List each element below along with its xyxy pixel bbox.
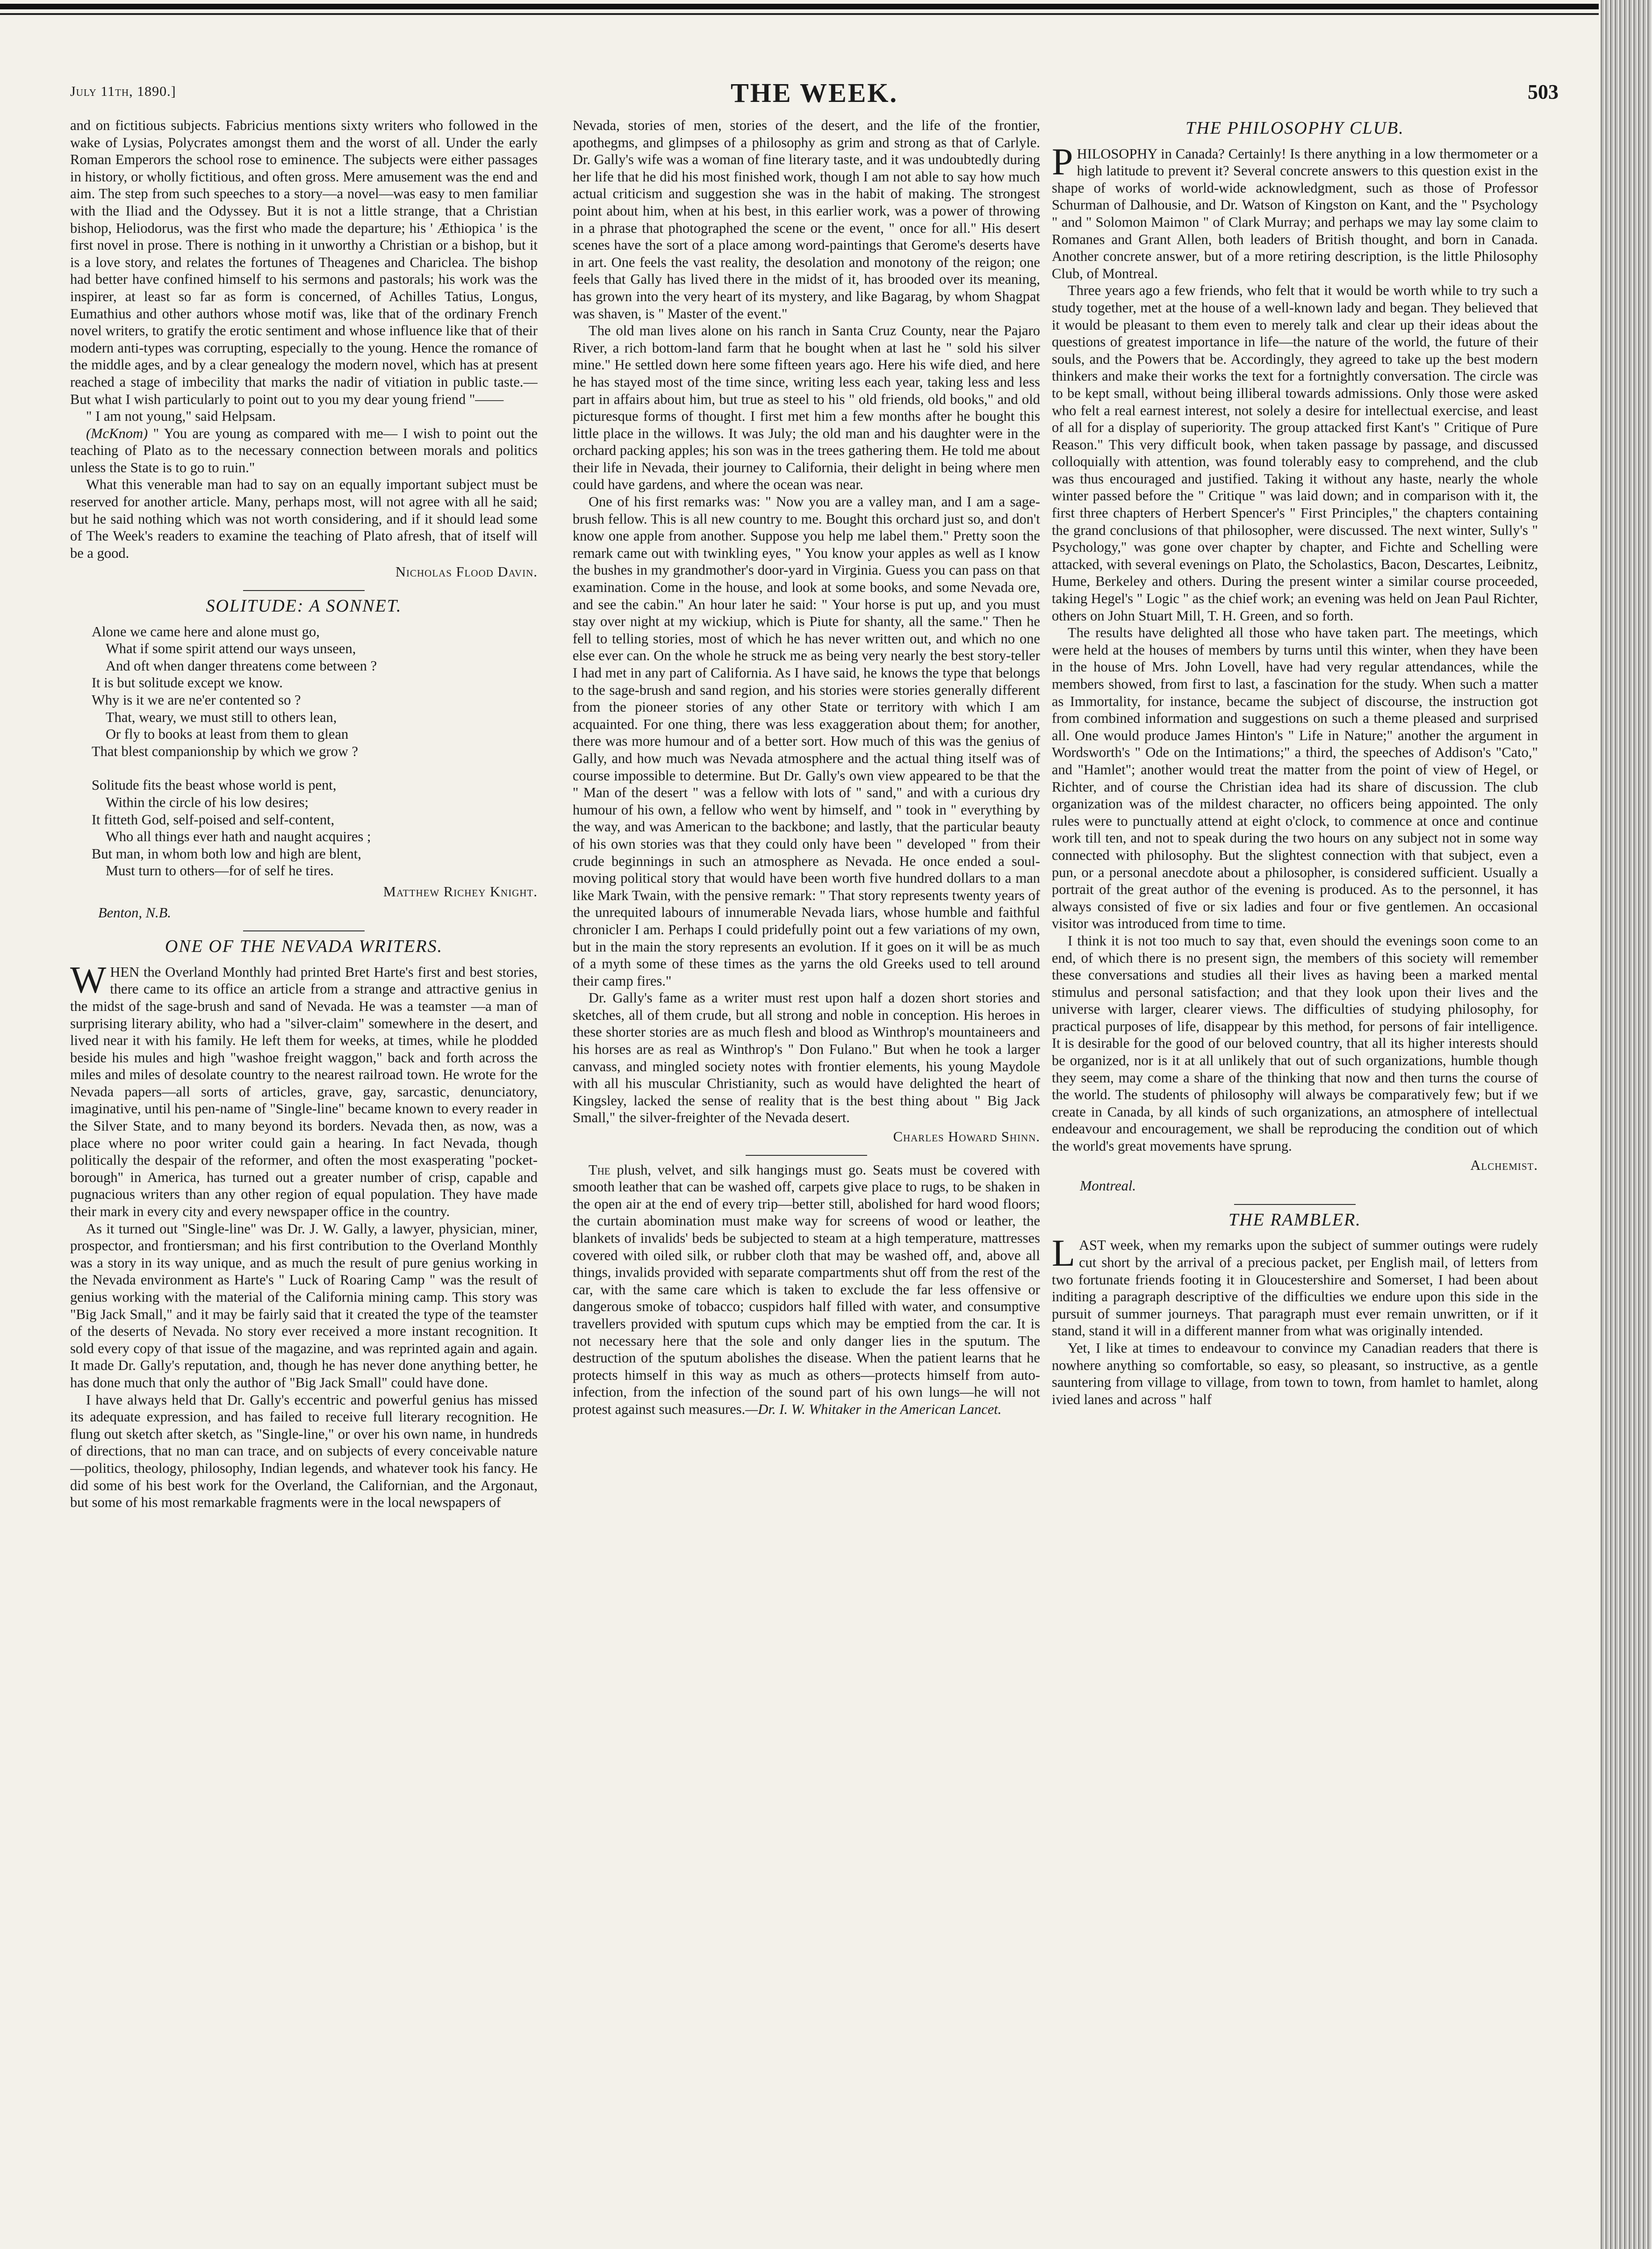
stanza-gap — [92, 760, 538, 777]
dialogue-text: " You are young as compared with me— I wish to point out the teaching of Plato as to the necessary connection between morals and politics unless the State is to go to ruin." — [70, 425, 538, 476]
top-rule-thick — [0, 4, 1599, 9]
plush-paragraph — [573, 1161, 1040, 1418]
journal-title: THE WEEK. — [731, 78, 898, 108]
sonnet-line: Solitude fits the beast whose world is pent, — [92, 777, 337, 793]
sonnet-line: And oft when danger threatens come between ? — [106, 657, 377, 674]
paragraph-text: AST week, when my remarks upon the subject of summer outings were rudely cut short by the arrival of a precious packet, per English mail, of letters from two fortunate friends footing it in Gloucestershire and Somerset, I had been about inditing a paragraph descriptive of the difficulties we endure upon this side in the pursuit of summer journeys. That paragraph must ever remain unwritten, or if it stand, stand it will in a different manner from what was originally intended. — [1052, 1237, 1538, 1339]
author-signature-davin: Nicholas Flood Davin. — [395, 564, 538, 580]
nevada-paragraph: The old man lives alone on his ranch in Santa Cruz County, near the Pajaro River, a rich bottom-land farm that he bought when at last he " sold his silver mine." He settled down here some fifteen years ago. Here his wife died, and here he has stayed most of the time since, writing less each year, taking less and less part in affairs about him, but true as steel to his " old friends, old books," and old picturesque forms of thought. I first met him a few months after he bought this little place in the willows. It was July; the old man and his daughter were in the orchard packing apples; his son was in the trees gathering them. He told me about their life in Nevada, their journey to California, their delight in being where men could have gardens, and where the ocean was near. — [573, 323, 1040, 493]
sonnet-line: That blest companionship by which we grow ? — [92, 743, 359, 759]
nevada-paragraph — [70, 958, 538, 1220]
nevada-paragraph: Nevada, stories of men, stories of the desert, and the life of the frontier, apothegms, and glimpses of a philosophy as grim and strong as that of Carlyle. Dr. Gally's wife was a woman of fine literary taste, and it was undoubtedly during her life that he did his most finished work, though I am not able to say how much actual criticism and suggestion she was in the habit of making. The strongest point about him, when at his best, in this earlier work, was a power of throwing in a phrase that photographed the scene or the event, " once for all." His desert scenes have the sort of a place among word-paintings that Gerome's deserts have in art. One feels the vast reality, the desolation and monotony of the reigon; one feels that Gally has lived there in the midst of it, has brooded over its meaning, has grown into the very heart of its mystery, and like Bagarag, by whom Shagpat was shaven, is " Master of the event." — [573, 117, 1040, 322]
author-signature-alchemist: Alchemist. — [1470, 1157, 1538, 1173]
paragraph-text: HEN the Overland Monthly had printed Bret Harte's first and best stories, there came to its office an article from a strange and attractive genius in the midst of the sage-brush and sand of Nevada. He was a teamster —a man of surprising literary ability, who had a "silver-claim" somewhere in the desert, and lived near it with his family. He left them for weeks, at times, while he plodded beside his mules and high "washoe freight waggon," back and forth across the miles and miles of desolate country to the nearest railroad town. He wrote for the Nevada papers—all sorts of articles, grave, gay, sarcastic, denunciatory, imaginative, until his pen-name of "Single-line" became known to every reader in the Silver State, and to many beyond its borders. Nevada then, as now, was a place where no poor writer could gain a hearing. In fact Nevada, though politically the despair of the reformer, and often the most exasperating "pocket-borough" in America, has turned out a greater number of crisp, capable and pugnacious writers than any other region of equal population. They have made their mark in every city and every newspaper office in the country. — [70, 964, 538, 1220]
column-2 — [573, 117, 1040, 2230]
article-continuation: and on fictitious subjects. Fabricius mentions sixty writers who followed in the wake of Lysias, Polycrates amongst them and the worst of all. Under the early Roman Emperors the school rose to eminence. The subjects were either passages in history, or wholly fictitious, and often gross. Mere amusement was the end and aim. The step from such speeches to a story—a novel—was easy to men familiar with the Iliad and the Odyssey. But it is not a little strange, that a Christian bishop, Heliodorus, was the first who made the departure; his ' Æthiopica ' is the first novel in prose. There is nothing in it unworthy a Christian or a bishop, but it is a love story, and relates the fortunes of Theagenes and Chariclea. The bishop had better have confined himself to his sermons and pastorals; his work was the inspirer, at least so far as form is concerned, of Achilles Tatius, Longus, Eumathius and other authors whose motif was, like that of the ordinary French novel writers, to gratify the erotic sentiment and whose influence like that of their modern anti-types was corrupting, especially to the young. Hence the romance of the middle ages, and by a clear genealogy the modern novel, which has at present reached a stage of imbecility that marks the nadir of vitiation in public taste.— But what I wish particularly to point out to you my dear young friend "—— — [70, 117, 538, 407]
sonnet-line: Within the circle of his low desires; — [106, 794, 309, 810]
section-divider — [243, 590, 365, 591]
sonnet-line: But man, in whom both low and high are blent, — [92, 845, 361, 862]
sonnet-line: Must turn to others—for of self he tires. — [106, 863, 334, 879]
section-divider — [746, 1155, 867, 1156]
philosophy-paragraph: I think it is not too much to say that, even should the evenings soon come to an end, of which there is no present sign, the members of this society will remember these conversations and studies all their lives as having been a marked mental stimulus and personal satisfaction; and that they look upon their lives and the universe with larger, clearer views. The difficulties of studying philosophy, for practical purposes of life, disappear by this method, for persons of fair intelligence. It is desirable for the good of our beloved country, that all its higher interests should be organized, nor is it at all unlikely that out of such organizations, humble though they seem, may come a share of the thinking that now and then turns the course of the world. The students of philosophy will always be comparatively few; but if we create in Canada, by all kinds of such organizations, an atmosphere of intellectual endeavour and encouragement, we shall be reproducing the condition out of which the world's great movements have sprung. — [1052, 932, 1538, 1154]
sonnet-line: It fitteth God, self-poised and self-content, — [92, 811, 335, 828]
column-1 — [70, 117, 538, 2230]
rambler-paragraph — [1052, 1232, 1538, 1340]
sonnet-line: Who all things ever hath and naught acquires ; — [106, 829, 371, 845]
sonnet-line: What if some spirit attend our ways unseen, — [106, 641, 356, 657]
sonnet-line: Alone we came here and alone must go, — [92, 623, 320, 640]
author-place: Benton, N.B. — [98, 904, 171, 921]
citation: —Dr. I. W. Whitaker in the American Lancet. — [745, 1401, 1002, 1417]
column-3 — [1052, 117, 1538, 2230]
lead-word: The — [589, 1161, 611, 1178]
speaker-name: (McKnom) — [86, 425, 148, 441]
rambler-title: THE RAMBLER. — [1228, 1210, 1361, 1230]
issue-date: July 11th, 1890.] — [70, 84, 176, 99]
nevada-paragraph: One of his first remarks was: " Now you are a valley man, and I am a sage-brush fellow. This is all new country to me. Bought this orchard just so, and don't know one apple from another. Suppose you help me label them." Pretty soon the remark came out with twinkling eyes, " You know your apples as well as I know the bushes in my grandmother's door-yard in Virginia. Guess you can pass on that examination. Come in the house, and look at some books, and some Nevada ore, and see the cabin." An hour later he said: " Your horse is put up, and you must stay over night at my wickiup, which is Piute for shanty, all the same." Then he fell to telling stories, most of which he has never written out, and which no one else ever can. On the whole he struck me as being very nearly the best story-teller I had met in any part of California. As I have said, he knows the type that belongs to the sage-brush and sand region, and his stories were stories generally different from the pioneer stories of any other State or territory with which I am acquainted. For one thing, there was less exaggeration about them; for another, there was more humour and of a better sort. How much of this was the genius of Gally, and how much was Nevada atmosphere and the actual thing itself was of course impossible to determine. But Dr. Gally's own view appeared to be that the " Man of the desert " was a fellow with lots of " sand," and with a curious dry humour of his own, a fellow who went by himself, and " took in " everything by the way, and was American to the backbone; and lastly, that the particular beauty of his own stories was that they could only have been " developed " from their crude beginnings in such an atmosphere as Nevada. He once ended a soul-moving political story that would have been worth five hundred dollars to a man like Mark Twain, with the pensive remark: " That story represents twenty years of the unrequited labours of innumerable Nevada liars, whose humble and faithful chronicler I am. Perhaps I could pridefully point out a few variations of my own, but in the main the story represents an evolution. If it goes on it will be as much of a myth some of these times as the yarns the old Greeks used to tell around their camp fires." — [573, 494, 1040, 989]
nevada-paragraph: Dr. Gally's fame as a writer must rest upon half a dozen short stories and sketches, all of them crude, but all strong and noble in conception. His heroes in these shorter stories are as much flesh and blood as Winthrop's mountaineers and his horses are as real as Winthrop's " Don Fulano." But when he took a larger canvass, and mingled society notes with frontier elements, his young Maydole with all his muscular Christianity, such as would have delighted the heart of Kingsley, lacked the sense of reality that is the best thing about " Big Jack Small," the silver-freighter of the Nevada desert. — [573, 990, 1040, 1126]
sonnet-body — [70, 623, 538, 879]
section-divider — [243, 930, 365, 931]
author-place: Montreal. — [1080, 1178, 1136, 1194]
top-rule-thin — [0, 13, 1599, 15]
philosophy-paragraph: Three years ago a few friends, who felt that it would be worth while to try such a study together, met at the house of a well-known lady and began. They believed that it would be pleasant to them even to merely talk and clear up their ideas about the questions of greatest importance in life—the nature of the world, the future of their souls, and the Powers that be. Accordingly, they agreed to take up the best modern thinkers and make their works the text for a fortnightly conversation. The circle was to be kept small, without being illiberal towards admissions. Only those were asked who felt a real earnest interest, not solely a desire for intellectual exercise, and least of all for a display of superiority. The group attacked first Kant's " Critique of Pure Reason." This very difficult book, when taken passage by passage, and discussed colloquially with attention, was found tolerably easy to comprehend, and the club was thus encouraged and justified. Taking it without any haste, nearly the whole winter passed before the " Critique " was laid down; and in comparison with it, the first three chapters of Herbert Spencer's " First Principles," the chapters containing the grand conclusions of that philosopher, were discussed. The next winter, Sully's " Psychology," was gone over chapter by chapter, and Fichte and Schelling were attacked, with several evenings on Plato, the Scholastics, Bacon, Descartes, Leibnitz, Hume, Berkeley and others. During the present winter a similar course proceeded, taking Hegel's " Logic " as the chief work; an evening was held on Jean Paul Richter, others on John Stuart Mill, T. H. Green, and so forth. — [1052, 282, 1538, 624]
philosophy-title: THE PHILOSOPHY CLUB. — [1185, 118, 1404, 138]
drop-cap: L — [1052, 1232, 1076, 1275]
dialogue-mcknom — [70, 425, 538, 476]
paragraph-text: plush, velvet, and silk hangings must go. Seats must be covered with smooth leather that can be washed off, carpets give place to rugs, to be shaken in the open air at the end of every trip—better still, abolished for hard wood floors; the curtain abomination must make way for screens of wood or leather, the blankets of invalids' beds be subjected to steam at a high temperature, mattresses covered with oiled silk, or rubber cloth that may be washed off, and, above all things, invalids provided with separate compartments shut off from the rest of the car, with the same care which is taken to exclude the far less offensive or dangerous smoke of tobacco; cuspidors half filled with water, and consumptive travellers provided with sputum cups which may be emptied from the car. It is not necessary here that the sole and only danger lies in the sputum. The destruction of the sputum abolishes the disease. When the patient learns that he protects himself in this way as much as others—protects himself from auto-infection, from the infection of the sound part of his own lungs—he will not protest against such measures. — [573, 1161, 1040, 1417]
page-header — [70, 77, 1559, 110]
drop-cap: P — [1052, 140, 1073, 183]
drop-cap: W — [70, 958, 107, 1001]
nevada-paragraph: I have always held that Dr. Gally's eccentric and powerful genius has missed its adequate expression, and has failed to receive full literary recognition. He flung out sketch after sketch, as "Single-line," or over his own name, in hundreds of directions, that no man can trace, and on subjects of every conceivable nature—politics, theology, philosophy, Indian legends, and whatever took his fancy. He did some of his best work for the Overland, the Californian, and the Argonaut, but some of his most remarkable fragments were in the local newspapers of — [70, 1391, 538, 1511]
sonnet-line: It is but solitude except we know. — [92, 675, 283, 691]
paragraph-text: HILOSOPHY in Canada? Certainly! Is there anything in a low thermometer or a high latitude to prevent it? Several concrete answers to this question exist in the shape of works of world-wide acknowledgment, such as those of Professor Schurman of Dalhousie, and Dr. Watson of Kingston on Kant, and the " Psychology " and " Solomon Maimon " of Clark Murray; and perhaps we may lay some claim to Romanes and Grant Allen, both leaders of British thought, and born in Canada. Another concrete answer, but of a more retiring description, is the little Philosophy Club, of Montreal. — [1052, 145, 1538, 281]
sonnet-line: Why is it we are ne'er contented so ? — [92, 692, 301, 708]
rambler-paragraph: Yet, I like at times to endeavour to convince my Canadian readers that there is nowhere anything so comfortable, so easy, so pleasant, so instructive, as a gentle sauntering from village to village, from town to town, from hamlet to hamlet, along ivied lanes and across " half — [1052, 1340, 1538, 1407]
top-border — [0, 0, 1652, 27]
nevada-paragraph: As it turned out "Single-line" was Dr. J. W. Gally, a lawyer, physician, miner, prospector, and frontiersman; and his first contribution to the Overland Monthly was a story in its way unique, and as much the result of pure genius working in the Nevada environment as Harte's " Luck of Roaring Camp " was the result of genius working with the material of the California mining camp. This story was "Big Jack Small," and it may be fairly said that it created the type of the teamster of the deserts of Nevada. No story ever received a more instant recognition. It sold every copy of that issue of the magazine, and was reprinted again and again. It made Dr. Gally's reputation, and, though he has never done anything better, he has done much that only the author of "Big Jack Small" could have done. — [70, 1220, 538, 1391]
author-signature-shinn: Charles Howard Shinn. — [893, 1129, 1040, 1145]
binding-edge — [1601, 0, 1652, 2249]
article-closing: What this venerable man had to say on an equally important subject must be reserved for another article. Many, perhaps most, will not agree with all he said; but he said nothing which was not worth considering, and if it should lead some of The Week's readers to examine the teaching of Plato afresh, that of itself will be a good. — [70, 476, 538, 561]
dialogue-helpsam: " I am not young," said Helpsam. — [86, 408, 276, 425]
philosophy-paragraph — [1052, 140, 1538, 282]
author-signature-knight: Matthew Richey Knight. — [383, 883, 538, 900]
section-divider — [1234, 1204, 1356, 1205]
philosophy-paragraph: The results have delighted all those who have taken part. The meetings, which were held at the houses of members by turns until this winter, when they have been in the house of Mrs. John Lovell, have had very regular attendances, while the members showed, from first to last, a fascination for the study. When such a matter as Immortality, for instance, became the subject of discourse, the instruction got from combined information and suggestions on such a theme pleased and surprised all. One would produce James Hinton's " Life in Nature;" another the argument in Wordsworth's " Ode on the Intimations;" a third, the speeches of Addison's "Cato," and "Hamlet"; another would treat the matter from the point of view of Hegel, or Richter, and of course the Christian idea had its share of discussion. The club organization was of the mildest character, no officers being appointed. The only rules were to punctually attend at eight o'clock, to commence at once and continue work till ten, and not to speak during the two hours on any subject not in some way connected with philosophy. But the slightest connection with that subject, even a pun, or a personal anecdote about a philosopher, is considered sufficient. Usually a portrait of the great author of the evening is produced. As to the personnel, it has always consisted of five or six ladies and four or five gentlemen. An occasional visitor was introduced from time to time. — [1052, 625, 1538, 932]
sonnet-line: That, weary, we must still to others lean, — [106, 709, 337, 725]
sonnet-line: Or fly to books at least from them to glean — [106, 726, 349, 742]
nevada-title: ONE OF THE NEVADA WRITERS. — [165, 937, 443, 957]
page-number: 503 — [1528, 80, 1559, 103]
sonnet-title: SOLITUDE: A SONNET. — [206, 596, 402, 616]
